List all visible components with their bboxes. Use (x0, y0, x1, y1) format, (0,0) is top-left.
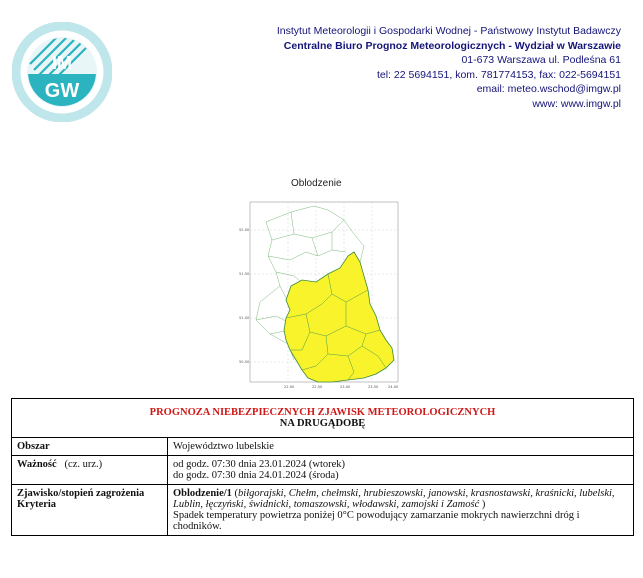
imgw-logo (12, 22, 112, 122)
map-title: Oblodzenie (291, 178, 342, 189)
validity-label: Ważność (17, 459, 57, 470)
criteria-label: Kryteria (17, 499, 57, 510)
phenomenon-name: Oblodzenie/1 (173, 488, 232, 499)
validity-to: do godz. 07:30 dnia 24.01.2024 (środa) (173, 470, 339, 481)
area-label: Obszar (12, 438, 168, 456)
logo-text-bottom: GW (44, 80, 80, 102)
validity-value-cell (168, 456, 634, 485)
validity-unit: (cz. urz.) (64, 459, 103, 470)
lat-label-2: 51.50 (239, 272, 250, 276)
warning-table (11, 398, 634, 536)
warning-title: PROGNOZA NIEBEZPIECZNYCH ZJAWISK METEOROLOGICZNYCH (149, 407, 496, 418)
districts-close: ) (479, 499, 486, 510)
phenomenon-label: Zjawisko/stopień zagrożenia (17, 488, 145, 499)
lat-label-3: 51.00 (239, 316, 250, 320)
website-line: www: www.imgw.pl (532, 97, 621, 110)
warning-map (236, 194, 406, 392)
lon-label-2: 22.50 (312, 385, 323, 389)
institution-name: Instytut Meteorologii i Gospodarki Wodnej - Państwowy Instytut Badawczy (276, 25, 621, 37)
address: 01-673 Warszawa ul. Podleśna 61 (461, 54, 621, 66)
warning-title-cell (12, 399, 634, 438)
phone-line: tel: 22 5694151, kom. 781774153, fax: 022-5694151 (376, 68, 621, 81)
area-value: Województwo lubelskie (168, 438, 634, 456)
lat-label-1: 52.00 (239, 228, 250, 232)
lon-label-1: 22.00 (284, 385, 295, 389)
districts-open: ( (231, 488, 239, 499)
lon-label-5: 24.00 (388, 385, 399, 389)
districts-list: biłgorajski, Chełm, chełmski, hrubieszowski, janowski, krasnostawski, kraśnicki, lubelski, Lublin, łęczyński, świdnicki, tomaszowski, włodawski, zamojski i Zamość (173, 488, 615, 510)
validity-from: od godz. 07:30 dnia 23.01.2024 (wtorek) (173, 459, 346, 470)
lat-label-4: 50.50 (239, 360, 250, 364)
phenomenon-label-cell (12, 485, 168, 536)
lon-label-3: 23.00 (340, 385, 351, 389)
email-line: email: meteo.wschod@imgw.pl (476, 83, 621, 95)
warning-subtitle: NA DRUGĄDOBĘ (279, 418, 366, 429)
phenomenon-line (173, 488, 628, 510)
phenomenon-value-cell (168, 485, 634, 536)
institution-header (277, 24, 621, 111)
logo-text-top: IM (52, 53, 72, 73)
lon-label-4: 23.50 (368, 385, 379, 389)
validity-label-cell (12, 456, 168, 485)
office-name: Centralne Biuro Prognoz Meteorologicznych - Wydział w Warszawie (283, 39, 621, 52)
phenomenon-description: Spadek temperatury powietrza poniżej 0°C powodujący zamarzanie mokrych nawierzchni dróg i chodników. (173, 510, 580, 532)
